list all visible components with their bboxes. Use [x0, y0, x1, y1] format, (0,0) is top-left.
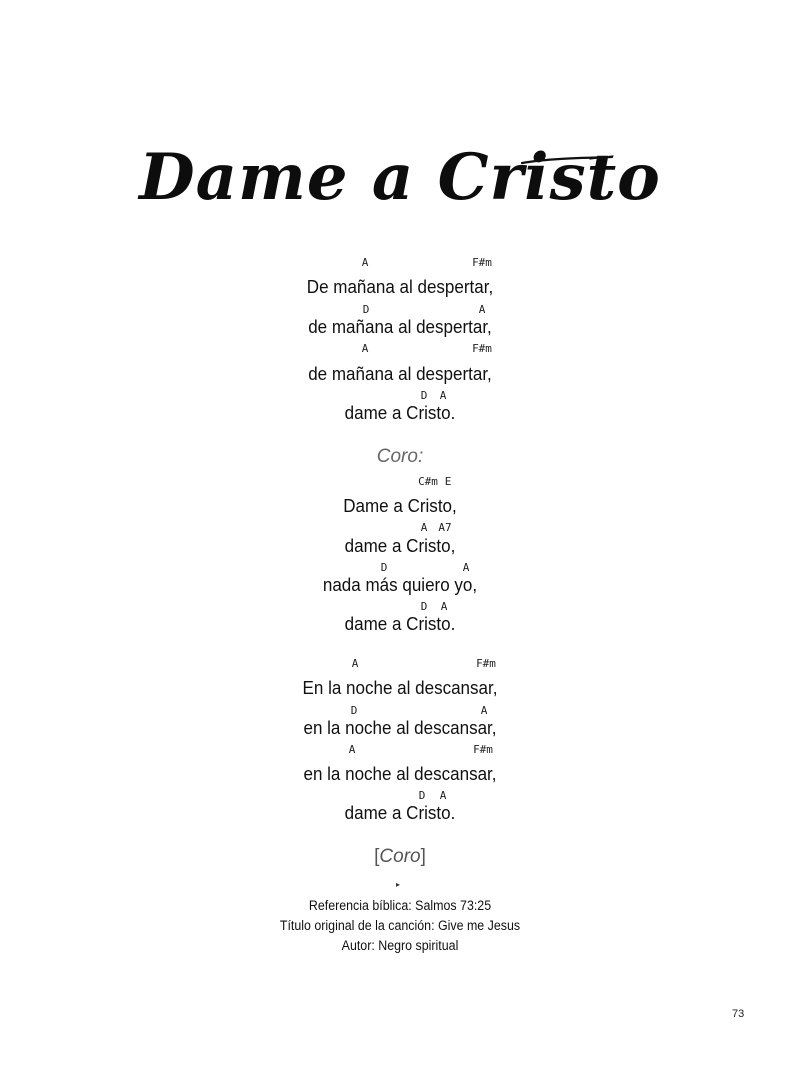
- chord: F#m: [476, 657, 496, 670]
- chord: A: [348, 743, 356, 756]
- chord: F#m: [472, 342, 492, 355]
- chord: A: [439, 789, 447, 802]
- chord: E: [444, 475, 452, 488]
- lyric-line: nada más quiero yo,: [322, 574, 478, 595]
- bracket-open: [: [374, 846, 380, 867]
- lyric-line: dame a Cristo.: [344, 802, 456, 823]
- chord: A: [478, 303, 486, 316]
- lyric-line: dame a Cristo.: [344, 402, 456, 423]
- lyric-line: de mañana al despertar,: [308, 316, 492, 337]
- original-title: Título original de la canción: Give me Jesus: [279, 918, 521, 933]
- lyric-line: en la noche al descansar,: [303, 763, 497, 784]
- lyric-line: dame a Cristo,: [344, 535, 456, 556]
- chord: D: [350, 704, 358, 717]
- chord: F#m: [472, 256, 492, 269]
- lyric-line: dame a Cristo.: [344, 613, 456, 634]
- biblical-reference: Referencia bíblica: Salmos 73:25: [308, 898, 492, 913]
- chorus-reference-label: Coro: [379, 846, 421, 867]
- chord: D: [362, 303, 370, 316]
- title-underline-swash: [520, 154, 615, 168]
- chorus-label: Coro:: [376, 446, 424, 467]
- song-title: Dame a Cristo: [139, 140, 661, 215]
- chord: A: [440, 600, 448, 613]
- arrow-marker-icon: ▸: [396, 880, 401, 889]
- chord: C#m: [418, 475, 438, 488]
- lyric-line: de mañana al despertar,: [308, 363, 492, 384]
- lyric-line: Dame a Cristo,: [343, 495, 457, 516]
- lyric-line: en la noche al descansar,: [303, 717, 497, 738]
- chord: D: [420, 389, 428, 402]
- chord: A: [351, 657, 359, 670]
- song-author: Autor: Negro spiritual: [341, 938, 459, 953]
- chord: D: [380, 561, 388, 574]
- chord: A: [361, 256, 369, 269]
- chord: A: [361, 342, 369, 355]
- chord: A: [439, 389, 447, 402]
- bracket-close: ]: [420, 846, 426, 867]
- chord: D: [420, 600, 428, 613]
- chord: A: [462, 561, 470, 574]
- chord: A: [480, 704, 488, 717]
- chord: A7: [438, 521, 452, 534]
- lyric-line: De mañana al despertar,: [306, 276, 494, 297]
- page-number: 73: [732, 1008, 745, 1020]
- chord: F#m: [473, 743, 493, 756]
- lyric-line: En la noche al descansar,: [302, 677, 498, 698]
- chord: A: [420, 521, 428, 534]
- chord: D: [418, 789, 426, 802]
- chorus-reference: [0, 846, 800, 868]
